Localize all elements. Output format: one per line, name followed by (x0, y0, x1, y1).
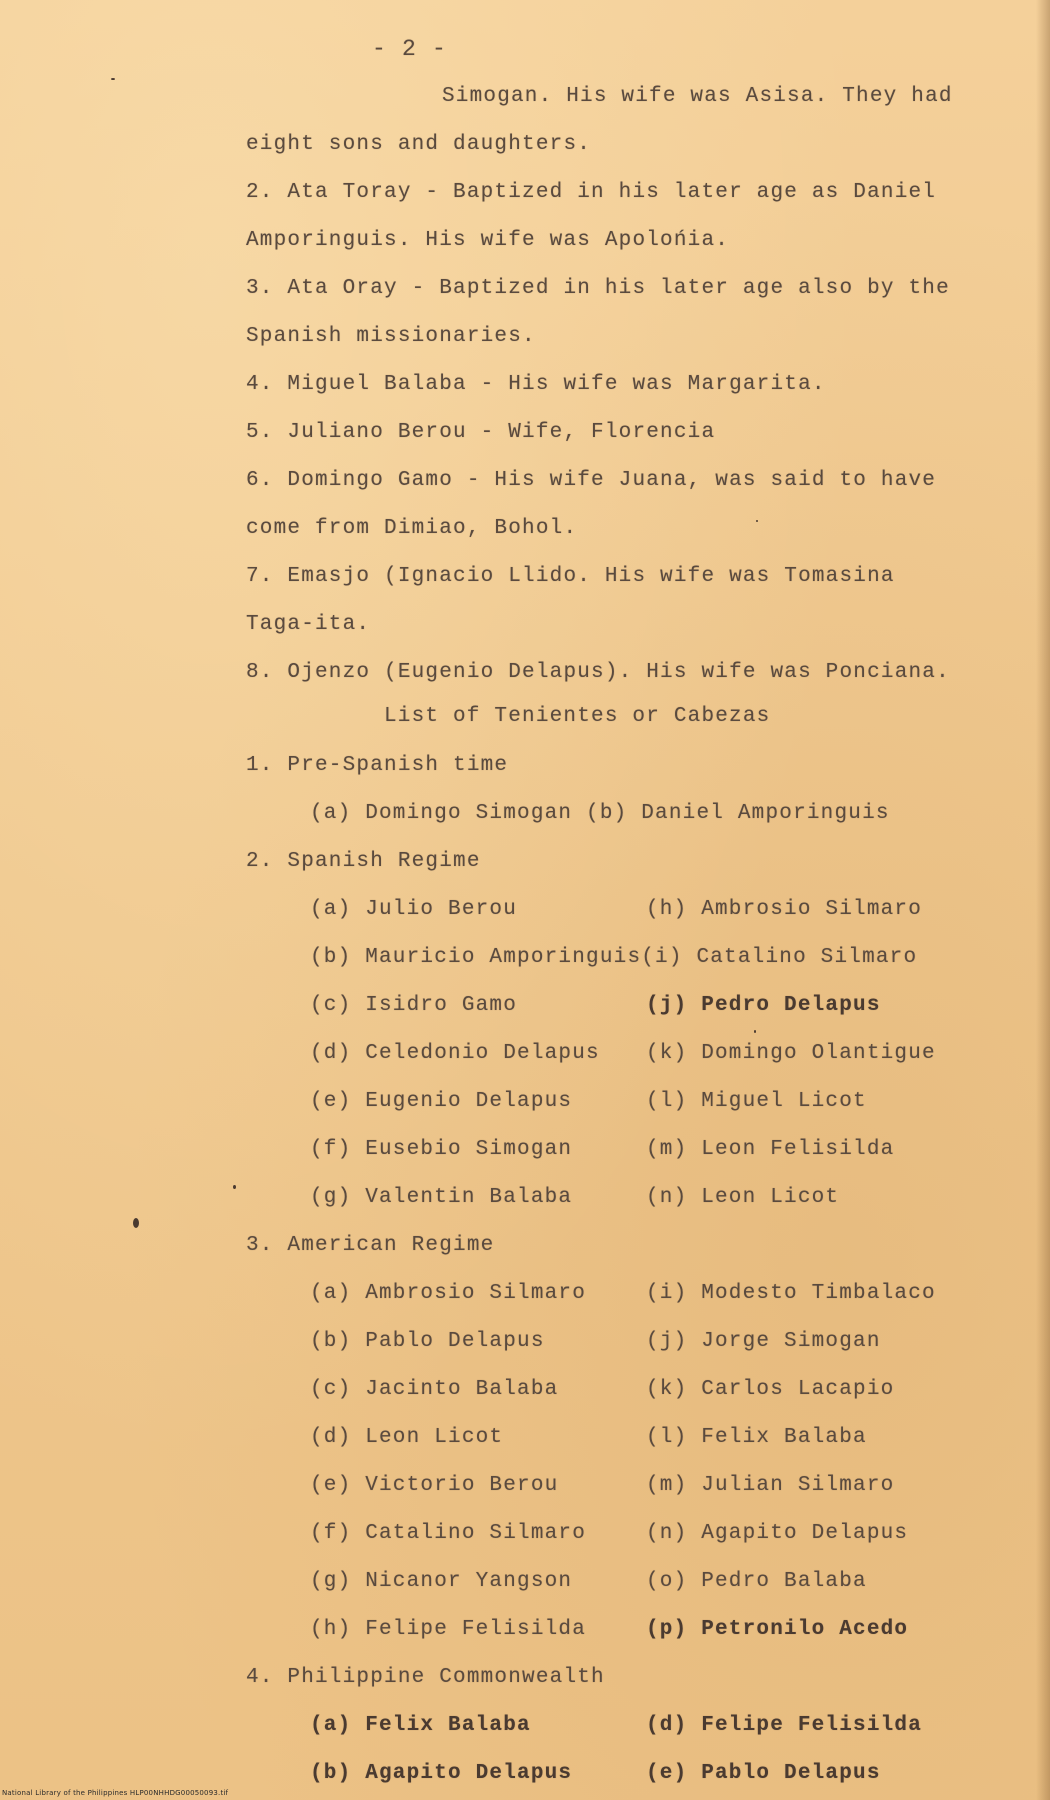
list-entry: (n) Leon Licot (646, 1186, 840, 1209)
list-entry: (d) Leon Licot (310, 1426, 504, 1449)
list-entry: (j) Pedro Delapus (646, 994, 881, 1017)
list-entry: (a) Ambrosio Silmaro (310, 1282, 587, 1305)
narrative-line: come from Dimiao, Bohol. (246, 517, 578, 540)
narrative-line: 5. Juliano Berou - Wife, Florencia (246, 421, 716, 444)
list-entry: (l) Felix Balaba (646, 1426, 867, 1449)
list-entry: (f) Catalino Silmaro (310, 1522, 587, 1545)
list-entry: (e) Victorio Berou (310, 1474, 559, 1497)
list-entry: (e) Pablo Delapus (646, 1762, 881, 1785)
list-entry: (i) Modesto Timbalaco (646, 1282, 936, 1305)
list-entry: (e) Eugenio Delapus (310, 1090, 573, 1113)
section-heading-pre-spanish: 1. Pre-Spanish time (246, 754, 509, 777)
list-title: List of Tenientes or Cabezas (384, 705, 771, 728)
list-entry: (a) Domingo Simogan (b) Daniel Amporinguis (310, 802, 890, 825)
list-entry: (m) Julian Silmaro (646, 1474, 895, 1497)
narrative-line: eight sons and daughters. (246, 133, 592, 156)
list-entry: (j) Jorge Simogan (646, 1330, 881, 1353)
page-number: - 2 - (372, 36, 448, 62)
section-heading-spanish: 2. Spanish Regime (246, 850, 481, 873)
list-entry: (b) Agapito Delapus (310, 1762, 573, 1785)
narrative-line: Spanish missionaries. (246, 325, 536, 348)
list-entry: (p) Petronilo Acedo (646, 1618, 909, 1641)
list-entry: (h) Felipe Felisilda (310, 1618, 587, 1641)
page-edge-shadow (1036, 0, 1050, 1800)
narrative-line: 3. Ata Oray - Baptized in his later age also by the (246, 277, 950, 300)
list-entry: (b) Pablo Delapus (310, 1330, 545, 1353)
section-heading-american: 3. American Regime (246, 1234, 495, 1257)
narrative-line: 2. Ata Toray - Baptized in his later age as Daniel (246, 181, 937, 204)
list-entry: (g) Nicanor Yangson (310, 1570, 573, 1593)
list-entry: (c) Jacinto Balaba (310, 1378, 559, 1401)
list-entry: (d) Celedonio Delapus (310, 1042, 600, 1065)
list-entry: (l) Miguel Licot (646, 1090, 867, 1113)
list-entry: (a) Felix Balaba (310, 1714, 531, 1737)
list-entry: (o) Pedro Balaba (646, 1570, 867, 1593)
list-entry: (d) Felipe Felisilda (646, 1714, 923, 1737)
narrative-line: 7. Emasjo (Ignacio Llido. His wife was Tomasina (246, 565, 895, 588)
narrative-line: Amporinguis. His wife was Apolońia. (246, 229, 730, 252)
narrative-line: Taga-ita. (246, 613, 371, 636)
list-entry: (g) Valentin Balaba (310, 1186, 573, 1209)
narrative-line: 8. Ojenzo (Eugenio Delapus). His wife was Ponciana. (246, 661, 950, 684)
list-entry: (k) Carlos Lacapio (646, 1378, 895, 1401)
list-entry: (h) Ambrosio Silmaro (646, 898, 923, 921)
list-entry: (b) Mauricio Amporinguis(i) Catalino Silmaro (310, 946, 918, 969)
archive-footer-stamp: National Library of the Philippines HLP00NHHDG00050093.tif (2, 1789, 229, 1797)
list-entry: (f) Eusebio Simogan (310, 1138, 573, 1161)
narrative-line: 6. Domingo Gamo - His wife Juana, was said to have (246, 469, 937, 492)
list-entry: (m) Leon Felisilda (646, 1138, 895, 1161)
narrative-line: 4. Miguel Balaba - His wife was Margarita. (246, 373, 826, 396)
list-entry: (n) Agapito Delapus (646, 1522, 909, 1545)
narrative-line: Simogan. His wife was Asisa. They had (442, 85, 953, 108)
section-heading-commonwealth: 4. Philippine Commonwealth (246, 1666, 605, 1689)
list-entry: (a) Julio Berou (310, 898, 518, 921)
list-entry: (k) Domingo Olantigue (646, 1042, 936, 1065)
list-entry: (c) Isidro Gamo (310, 994, 518, 1017)
